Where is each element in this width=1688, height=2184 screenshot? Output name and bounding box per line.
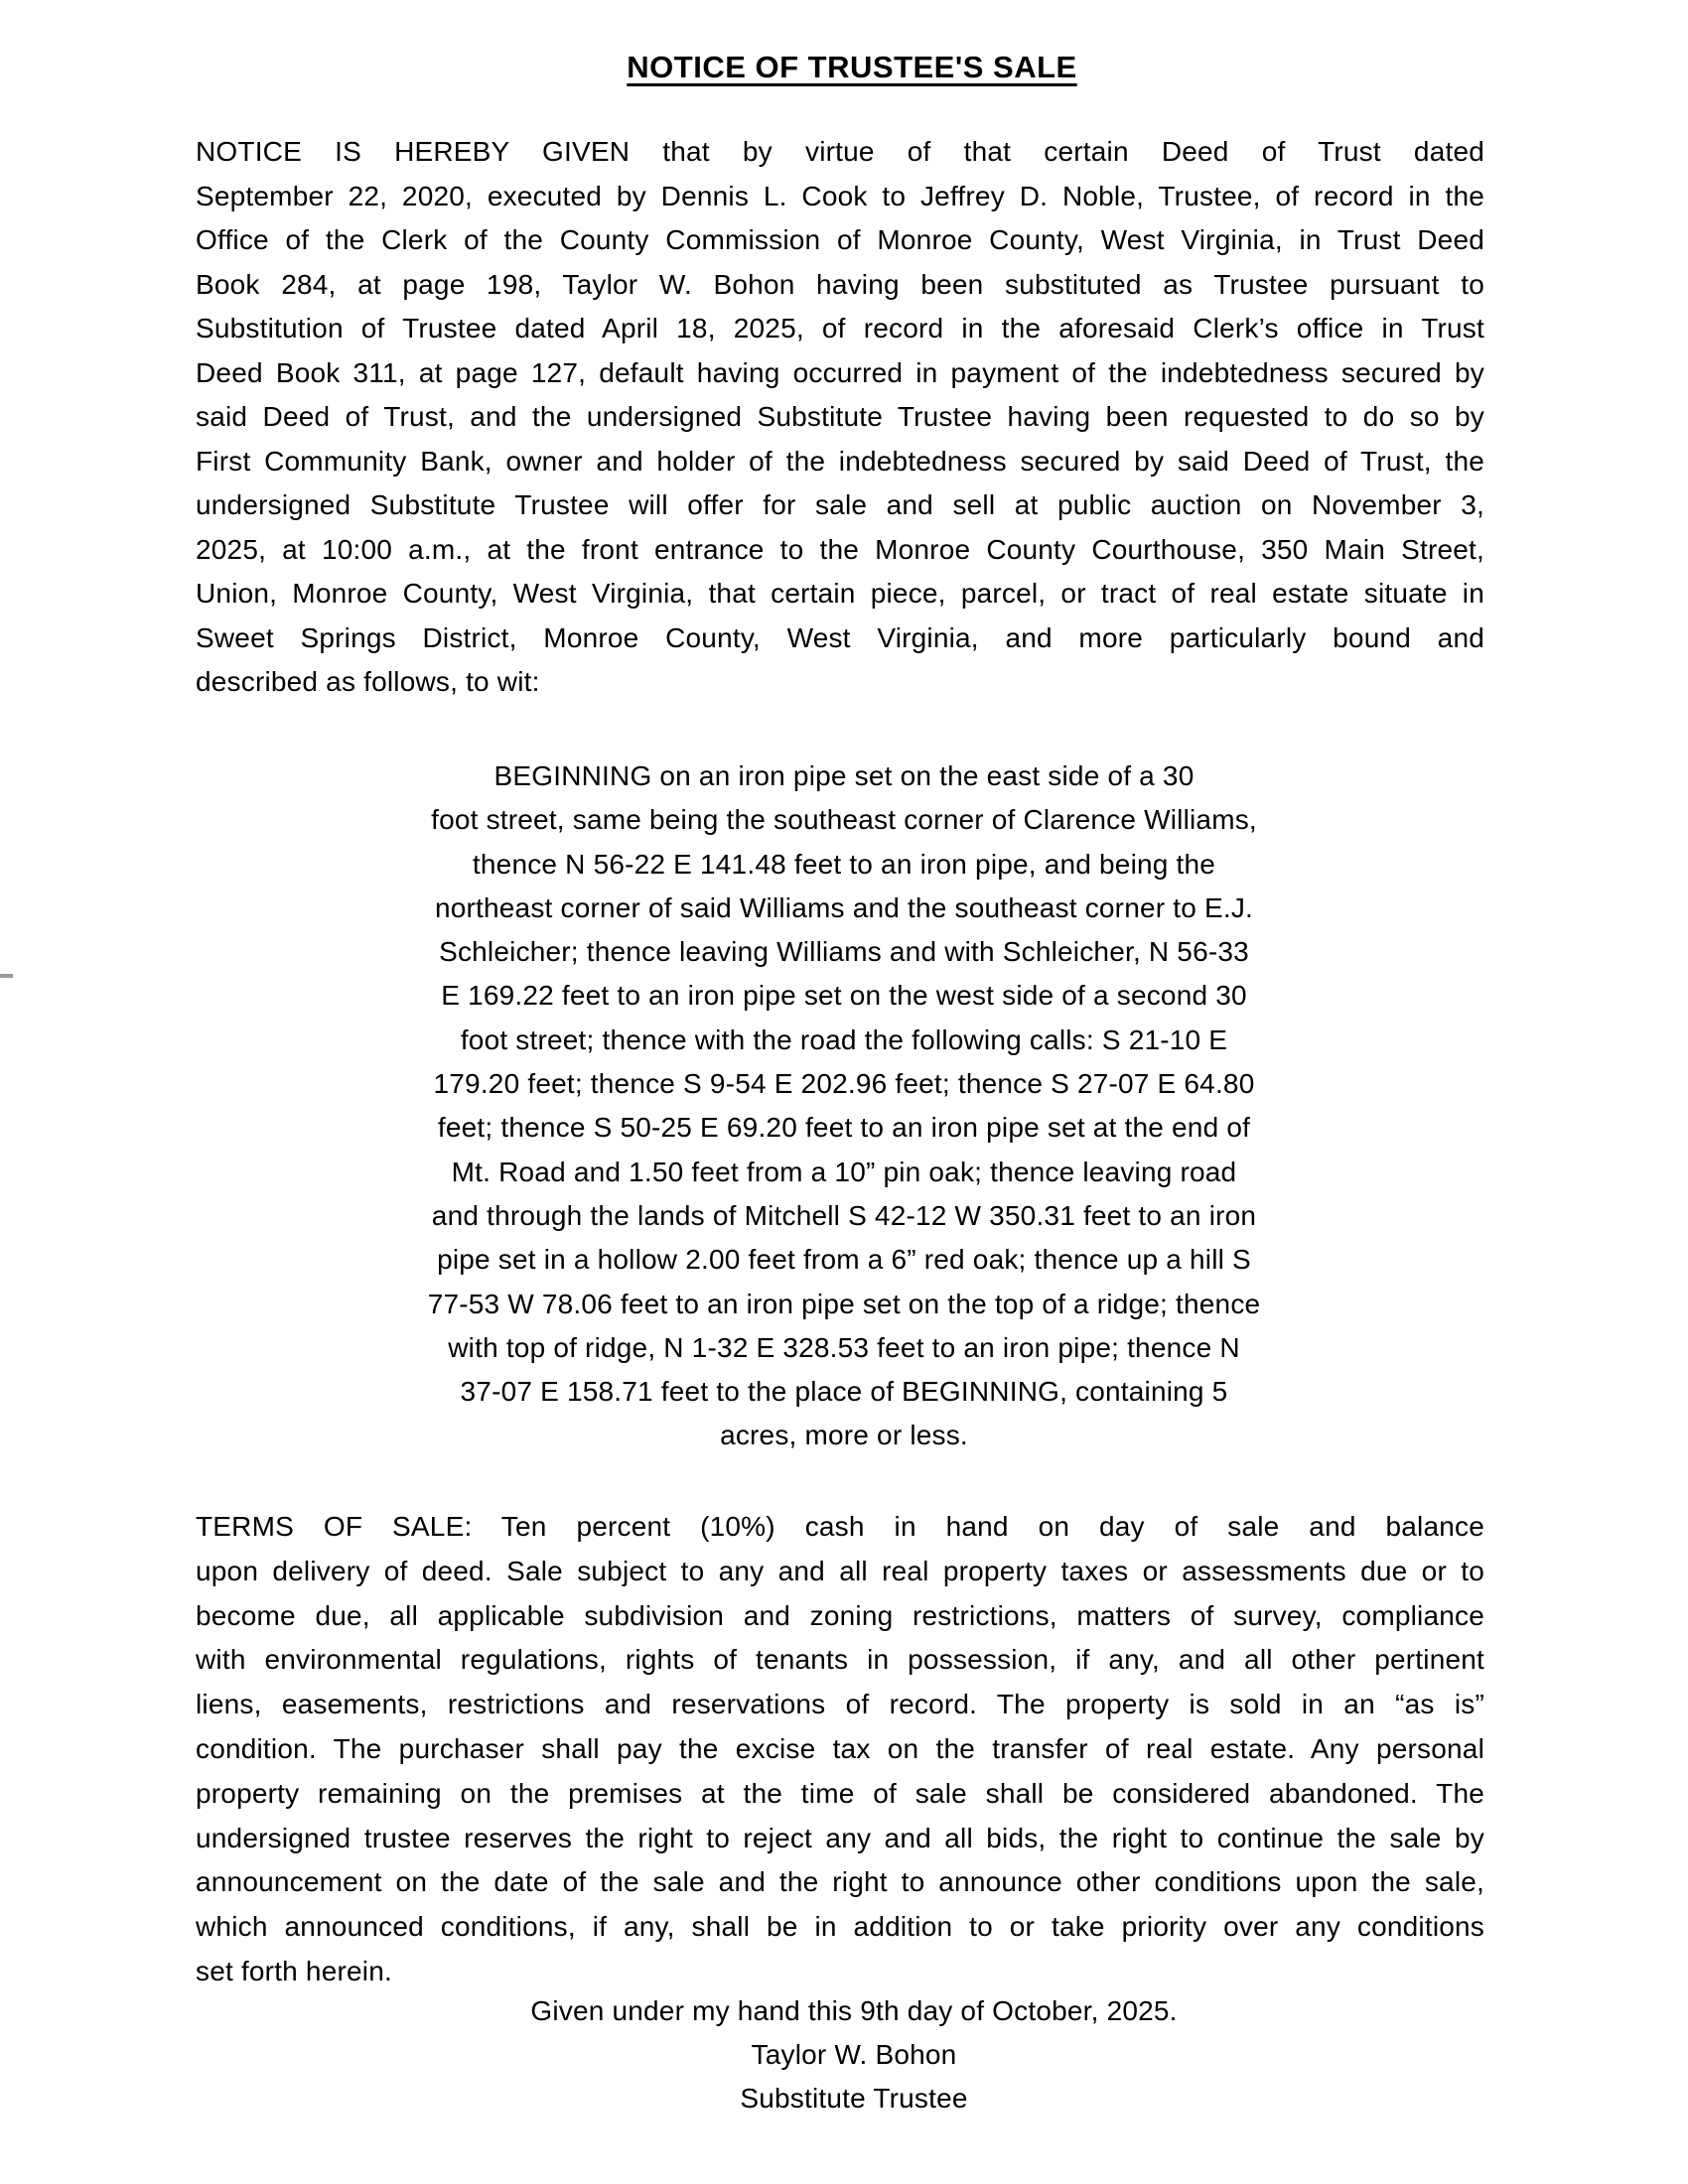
scan-artifact-mark [0, 974, 13, 978]
signatory-name: Taylor W. Bohon [751, 2039, 957, 2070]
property-description-block: BEGINNING on an iron pipe set on the east side of a 30 foot street, same being the southeast corner of Clarence Williams, thence N 56-22 E 141.48 feet to an iron pipe, and being the northeast corner of said Williams and the southeast corner to E.J. Schleicher; thence leaving Williams and with Schleicher, N 56-33 E 169.22 feet to an iron pipe set on the west side of a second 30 foot street; thence with the road the following calls: S 21-10 E 179.20 feet; thence S 9-54 E 202.96 feet; thence S 27-07 E 64.80 feet; thence S 50-25 E 69.20 feet to an iron pipe set at the end of Mt. Road and 1.50 feet from a 10” pin oak; thence leaving road and through the lands of Mitchell S 42-12 W 350.31 feet to an iron pipe set in a hollow 2.00 feet from a 6” red oak; thence up a hill S 77-53 W 78.06 feet to an iron pipe set on the top of a ridge; thence with top of ridge, N 1-32 E 328.53 feet to an iron pipe; thence N 37-07 E 158.71 feet to the place of BEGINNING, containing 5 acres, more or less. [427, 760, 1261, 1451]
signatory-title: Substitute Trustee [740, 2083, 968, 2114]
terms-of-sale-paragraph: TERMS OF SALE: Ten percent (10%) cash in hand on day of sale and balance upon delivery of deed. Sale subject to any and all real property taxes or assessments due or to become due, all applicable subdivision and zoning restrictions, matters of survey, compliance with environmental regulations, rights of tenants in possession, if any, and all other pertinent liens, easements, restrictions and reservations of record. The property is sold in an “as is” condition. The purchaser shall pay the excise tax on the transfer of real estate. Any personal property remaining on the premises at the time of sale shall be considered abandoned. The undersigned trustee reserves the right to reject any and all bids, the right to continue the sale by announcement on the date of the sale and the right to announce other conditions upon the sale, which announced conditions, if any, shall be in addition to or take priority over any conditions set forth herein. [196, 1511, 1484, 1986]
opening-paragraph: NOTICE IS HEREBY GIVEN that by virtue of that certain Deed of Trust dated September 22, 2020, executed by Dennis L. Cook to Jeffrey D. Noble, Trustee, of record in the Office of the Clerk of the County Commission of Monroe County, West Virginia, in Trust Deed Book 284, at page 198, Taylor W. Bohon having been substituted as Trustee pursuant to Substitution of Trustee dated April 18, 2025, of record in the aforesaid Clerk’s office in Trust Deed Book 311, at page 127, default having occurred in payment of the indebtedness secured by said Deed of Trust, and the undersigned Substitute Trustee having been requested to do so by First Community Bank, owner and holder of the indebtedness secured by said Deed of Trust, the undersigned Substitute Trustee will offer for sale and sell at public auction on November 3, 2025, at 10:00 a.m., at the front entrance to the Monroe County Courthouse, 350 Main Street, Union, Monroe County, West Virginia, that certain piece, parcel, or tract of real estate situate in Sweet Springs District, Monroe County, West Virginia, and more particularly bound and described as follows, to wit: [196, 136, 1484, 697]
document-title: NOTICE OF TRUSTEE'S SALE [627, 50, 1077, 84]
attestation-line: Given under my hand this 9th day of October, 2025. [530, 1995, 1178, 2026]
closing-block [20, 1989, 1688, 2120]
